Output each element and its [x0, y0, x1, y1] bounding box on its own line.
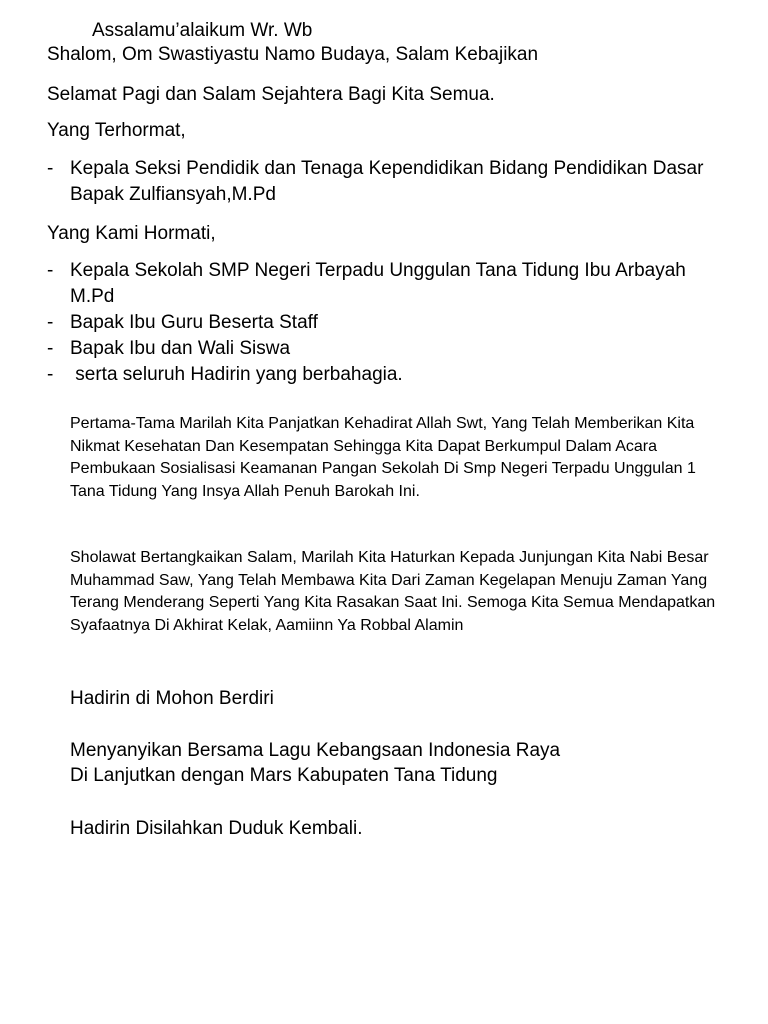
list-item-text: Bapak Ibu Guru Beserta Staff: [70, 312, 318, 333]
list-item-text: Kepala Seksi Pendidik dan Tenaga Kependidikan Bidang Pendidikan Dasar Bapak Zulfiansyah,M.Pd: [70, 158, 704, 205]
honored-heading: Yang Terhormat,: [47, 120, 186, 141]
respected-list: [47, 258, 727, 388]
greeting-interfaith: Shalom, Om Swastiyastu Namo Budaya, Salam Kebajikan: [47, 44, 539, 65]
greeting-good-morning: Selamat Pagi dan Salam Sejahtera Bagi Kita Semua.: [47, 84, 495, 105]
announcement-mars: Di Lanjutkan dengan Mars Kabupaten Tana Tidung: [70, 765, 498, 786]
list-marker: -: [47, 312, 54, 333]
respected-heading: Yang Kami Hormati,: [47, 223, 216, 244]
list-item: [47, 336, 727, 362]
list-item: [47, 258, 727, 310]
greeting-assalamualaikum: Assalamu’alaikum Wr. Wb: [92, 20, 313, 41]
list-item: [47, 310, 727, 336]
list-marker: -: [47, 260, 54, 281]
list-item-text: serta seluruh Hadirin yang berbahagia.: [70, 364, 403, 385]
announcement-stand: Hadirin di Mohon Berdiri: [70, 688, 274, 709]
list-item: [47, 156, 727, 208]
list-item: [47, 362, 727, 388]
list-marker: -: [47, 158, 54, 179]
honored-list: [47, 156, 727, 208]
announcement-anthem: Menyanyikan Bersama Lagu Kebangsaan Indonesia Raya: [70, 740, 561, 761]
list-item-text: Bapak Ibu dan Wali Siswa: [70, 338, 291, 359]
list-marker: -: [47, 364, 54, 385]
list-marker: -: [47, 338, 54, 359]
list-item-text: Kepala Sekolah SMP Negeri Terpadu Unggulan Tana Tidung Ibu Arbayah M.Pd: [70, 260, 686, 307]
announcement-sit: Hadirin Disilahkan Duduk Kembali.: [70, 818, 363, 839]
opening-paragraph: Pertama-Tama Marilah Kita Panjatkan Kehadirat Allah Swt, Yang Telah Memberikan Kita Nikmat Kesehatan Dan Kesempatan Sehingga Kita Dapat Berkumpul Dalam Acara Pembukaan Sosialisasi Keamanan Pangan Sekolah Di Smp Negeri Terpadu Unggulan 1 Tana Tidung Yang Insya Allah Penuh Barokah Ini.: [70, 415, 696, 500]
sholawat-paragraph: Sholawat Bertangkaikan Salam, Marilah Kita Haturkan Kepada Junjungan Kita Nabi Besar Muhammad Saw, Yang Telah Membawa Kita Dari Zaman Kegelapan Menuju Zaman Yang Terang Menderang Seperti Yang Kita Rasakan Saat Ini. Semoga Kita Semua Mendapatkan Syafaatnya Di Akhirat Kelak, Aamiinn Ya Robbal Alamin: [70, 549, 716, 634]
